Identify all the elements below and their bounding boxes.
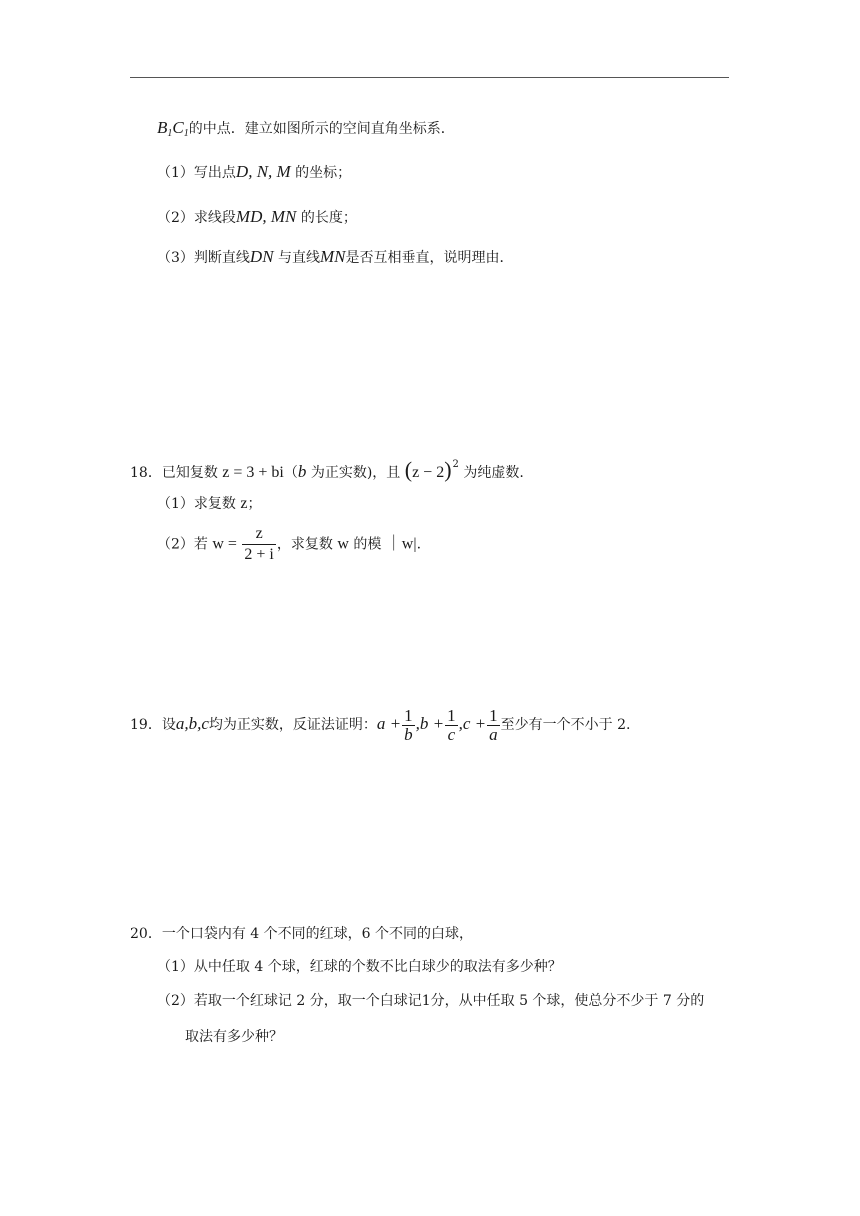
- q17-intro-text: 的中点．建立如图所示的空间直角坐标系．: [188, 121, 455, 137]
- header-rule: [130, 77, 729, 78]
- z-minus-2: z − 2: [412, 464, 445, 481]
- q19-stem: 19．设a,b,c均为正实数，反证法证明：a + $\frac{1}{b}$ ,b + $\frac{1}{c}$ ,c + $\frac{1}{a}$ 至少有一个不小于 2.: [130, 705, 631, 744]
- frac-1-over-b: $\frac{1}{b}$: [404, 705, 413, 744]
- q18-number: 18．: [130, 465, 162, 481]
- q20-stem: 20．一个口袋内有 4 个不同的红球，6 个不同的白球，: [130, 926, 473, 942]
- line-mn: MN: [320, 247, 346, 266]
- q20-number: 20．: [130, 926, 162, 942]
- q17-intro-line: [157, 118, 455, 144]
- q18-part2: （2）若 w = $\frac{z}{2 + i}$ ，求复数 w 的模 ｜w|.: [157, 525, 422, 563]
- segments-md-mn: MD, MN: [235, 207, 297, 226]
- points-dnm: D, N, M: [235, 162, 291, 181]
- segment-b1: $B_1$: [157, 118, 173, 139]
- modulus-w: ｜w|: [385, 535, 417, 553]
- frac-1-over-c: $\frac{1}{c}$: [447, 705, 456, 744]
- q17-part3: （3）判断直线DN 与直线MN是否互相垂直，说明理由．: [157, 247, 514, 266]
- frac-1-over-a: $\frac{1}{a}$: [489, 705, 498, 744]
- z-definition: z = 3 + bi: [222, 464, 284, 481]
- q17-part2: （2）求线段MD, MN 的长度；: [157, 207, 357, 226]
- q19-number: 19．: [130, 717, 162, 733]
- q18-part1: （1）求复数 z；: [157, 495, 262, 512]
- q20-part2: （2）若取一个红球记 2 分，取一个白球记1分，从中任取 5 个球，使总分不少于 7 分的: [157, 993, 705, 1009]
- z-over-2-plus-i: $\frac{z}{2 + i}$: [244, 525, 274, 563]
- q20-part2-cont: 取法有多少种？: [185, 1029, 283, 1045]
- line-dn: DN: [249, 247, 274, 266]
- q20-part1: （1）从中任取 4 个球，红球的个数不比白球少的取法有多少种？: [157, 959, 562, 975]
- q18-stem: 18．已知复数 z = 3 + bi（b 为正实数)，且 $(z - 2)^2$ 为纯虚数.: [130, 457, 524, 482]
- q17-part1: （1）写出点D, N, M 的坐标；: [157, 162, 352, 181]
- segment-c1: $C_1$: [172, 118, 189, 139]
